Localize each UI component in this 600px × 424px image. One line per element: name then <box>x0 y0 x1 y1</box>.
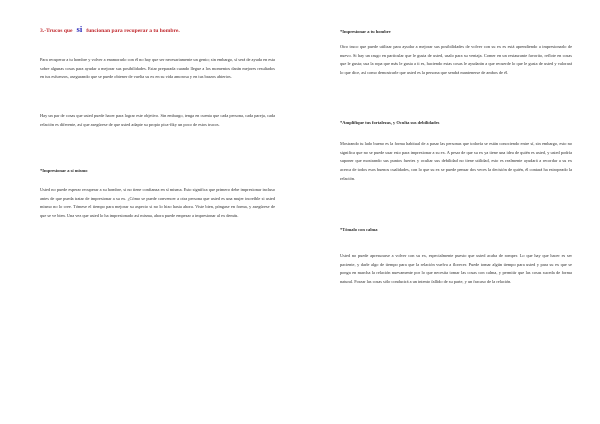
section-text-impresionar-a-tu-hombre: Otro truco que puede utilizar para ayudar a mejorar sus posibilidades de volver con su ex es está aprendiendo a impresionarlo de nuevo. Si hay un rasgo en particular que le gusta de usted, usalo para su ventaja. Comer en un restaurante favorito, reflote en cosas que le gusta; usa la ropa que más le gusta a ti es, haciendo estas cosas le ayudarán a que recuerde lo que le gusta de usted y valorará lo que dice, así como demostrarle que usted es la persona que sendrá mantenerse de ambos de él. <box>340 44 572 76</box>
section-heading-impresionar-a-tu-hombre: *Impresionar a tu hombre <box>340 29 391 34</box>
section-text-impresionar-a-si-mismo: Usted no puede esperar recuperar a su hombre, si no tiene confianza en sí misma. Esto significa que primero debe impresionar incluso antes de que pueda tratar de impresionar a su ex. ¿Cómo se puede convencer a otra persona que usted es una mujer increíble si usted mismo no lo cree. Tómese el tiempo para mejorar su aspecto si no lo hizo hasta ahora. Viste bien, póngase en forma, y asegúrese de que se ve bien. Una vez que usted lo ha impresionado así misma, ahora puede empezar a impresionar al ex demás. <box>40 187 275 219</box>
section-heading-amplifique-fortalezas: *Amplifique tus fortalezas, y Oculta sus debilidades <box>340 120 440 125</box>
document-title <box>40 24 275 36</box>
section-text-tomalo-con-calma: Usted no puede apresurarse a volver con su ex, especialmente puesto que usted acaba de romper. Lo que hay que hacer es ser paciente, y darle algo de tiempo para que la relación vuelva a florecer. Puede tomar algún tiempo para usted y para su ex que se ponga en marcha la relación nuevamente por lo que necesita tomar las cosas con calma, y permitir que las cosas suceda de forma natural. Forzar las cosas sólo conducirá a un intento fallido de su parte, y un fracaso de la relación. <box>340 253 572 285</box>
section-heading-tomalo-con-calma: *Tómalo con calma <box>340 227 378 232</box>
title-suffix: funcionan para recuperar a tu hombre. <box>86 28 180 34</box>
title-highlight: si <box>76 24 83 34</box>
intro-paragraph-2: Hay un par de cosas que usted puede hacer para lograr este objetivo. Sin embargo, tenga en cuenta que cada persona, cada pareja, cada relación es diferente, así que asegúrese de que usted adapte su propio pica-fiky un poco de estos trucos. <box>40 113 275 127</box>
section-heading-impresionar-a-si-mismo: *Impresionar a sí mismo <box>40 168 88 173</box>
title-prefix: 3.-Trucos que <box>40 28 73 34</box>
section-text-amplifique-fortalezas: Mostrando tu lado bueno es la forma habitual de a pasar las personas que todavía se están conociendo entre sí, sin embargo, esto no significa que no se puede usar esto para impresionar a su ex. A pesar de que su ex ya tiene una idea de quién es usted, y usted podría suponer que mostrando sus puntos fuertes y ocultar sus debilidad no tiene utilidad, esto es realmente ayudará a recordar a su ex acerca de todos esos buenos cualidades, con lo que su ex se puede pensar dos veces la decisión de quién, él contará ha estropeado la relación. <box>340 141 572 181</box>
intro-paragraph-1: Para recuperar a tu hombre y volver a enamorarlo con él no hay que ser necesariamente un genio; sin embargo, sí será de ayuda en esta sobre algunas cosas para ayudar a mejorar sus posibilidades. Estar preparada cuando llegue a los momentos darán mejores resultados en tus esfuerzos, asegurando que se puede obtener de vuelta su ex en su vida amorosa y en tus brazos abiertos. <box>40 57 275 80</box>
